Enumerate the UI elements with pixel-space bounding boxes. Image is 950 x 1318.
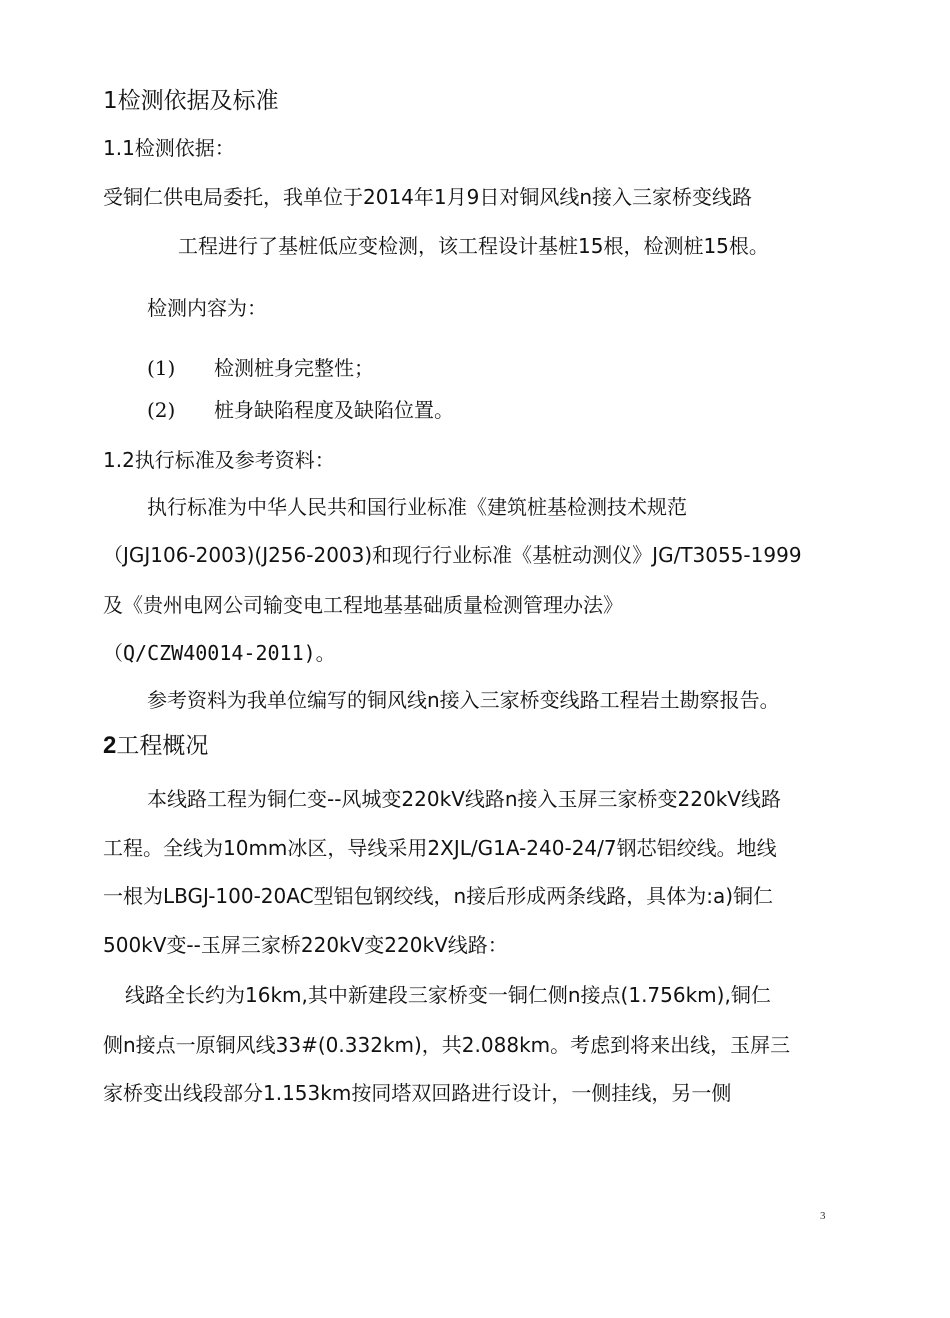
list-item: 桩身缺陷程度及缺陷位置。 — [214, 398, 454, 422]
paragraph-line: 线路全长约为16km,其中新建段三家桥变一铜仁侧n接点(1.756km),铜仁 — [125, 983, 771, 1007]
list-marker: (1) — [147, 356, 176, 380]
section-heading-1: 1检测依据及标准 — [103, 88, 279, 114]
paragraph-line: 家桥变出线段部分1.153km按同塔双回路进行设计，一侧挂线，另一侧 — [103, 1081, 732, 1105]
paragraph-line: 参考资料为我单位编写的铜风线n接入三家桥变线路工程岩土勘察报告。 — [147, 688, 780, 712]
paragraph-line: 及《贵州电网公司输变电工程地基基础质量检测管理办法》 — [103, 593, 623, 617]
section-heading-2 — [103, 731, 208, 761]
subsection-heading-1-2: 1.2执行标准及参考资料： — [103, 448, 335, 472]
paragraph-line: 受铜仁供电局委托，我单位于2014年1月9日对铜风线n接入三家桥变线路 — [103, 185, 753, 209]
paragraph-line: 工程。全线为10mm冰区，导线采用2XJL/G1A-240-24/7钢芯铝绞线。地线 — [103, 836, 777, 860]
paragraph-line: 执行标准为中华人民共和国行业标准《建筑桩基检测技术规范 — [147, 495, 687, 519]
paragraph-line: 一根为LBGJ-100-20AC型铝包钢绞线，n接后形成两条线路，具体为:a)铜仁 — [103, 884, 774, 908]
paragraph-line: （JGJ106-2003)(J256-2003)和现行行业标准《基桩动测仪》JG/T3055-1999 — [103, 543, 802, 567]
section-heading-2-text: 工程概况 — [116, 733, 209, 759]
paragraph-line: 本线路工程为铜仁变--风城变220kV线路n接入玉屏三家桥变220kV线路 — [147, 787, 781, 811]
section-heading-2-number: 2 — [103, 732, 117, 759]
paragraph-line: 工程进行了基桩低应变检测，该工程设计基桩15根，检测桩15根。 — [178, 234, 769, 258]
paragraph-line: 500kV变--玉屏三家桥220kV变220kV线路： — [103, 933, 508, 957]
paragraph-line: 侧n接点一原铜风线33#(0.332km)，共2.088km。考虑到将来出线，玉屏三 — [103, 1033, 791, 1057]
subsection-heading-1-1: 1.1检测依据： — [103, 136, 235, 160]
paragraph-line: （Q/CZW40014-2011)。 — [103, 641, 336, 665]
list-item: 检测桩身完整性； — [214, 356, 374, 380]
paragraph-line: 检测内容为： — [147, 296, 267, 320]
page-number: 3 — [820, 1210, 826, 1222]
list-marker: (2) — [147, 398, 176, 422]
